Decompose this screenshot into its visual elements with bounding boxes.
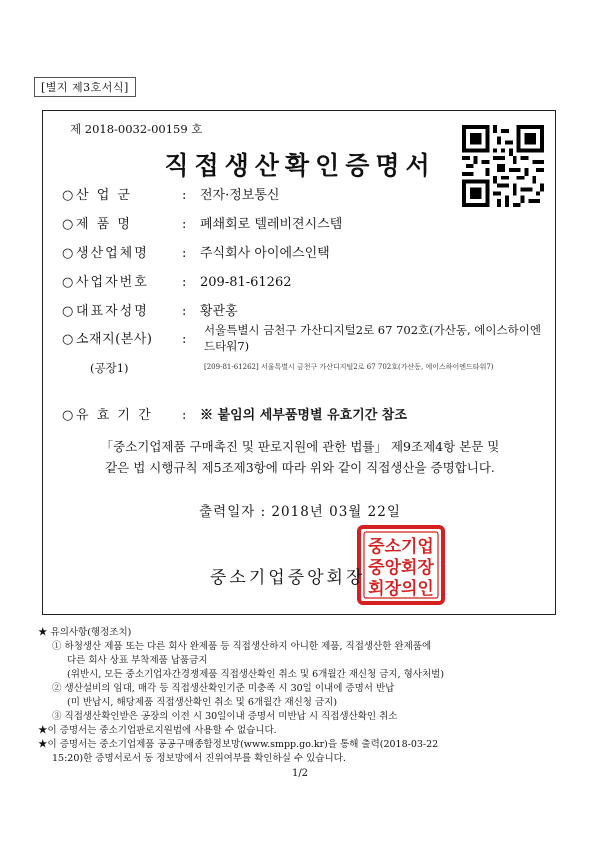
field-value: 209-81-61262 bbox=[200, 275, 292, 290]
bullet-mark: ○ bbox=[62, 188, 74, 203]
statement-line-1: 「중소기업제품 구매촉진 및 판로지원에 관한 법률」 제9조제4항 본문 및 bbox=[100, 439, 500, 454]
note-line: ① 하청생산 제품 또는 다른 회사 완제품 등 직접생산하지 아니한 제품, 직접생산한 완제품에 bbox=[52, 641, 432, 652]
note-usage: ★이 증명서는 중소기업판로지원법에 사용할 수 없습니다. bbox=[38, 725, 277, 736]
seal-text-3: 회장의인 bbox=[368, 579, 434, 599]
factory-label: (공장1) bbox=[90, 361, 129, 375]
issuer-name: 중소기업중앙회장 bbox=[210, 568, 366, 588]
notes-section bbox=[38, 626, 568, 766]
colon-mark: : bbox=[182, 217, 187, 232]
field-validity bbox=[62, 404, 407, 423]
note-line: (미 반납시, 해당제품 직접생산확인 취소 및 6개월간 재신청 금지) bbox=[67, 697, 338, 708]
form-number-tag: [별지 제3호서식] bbox=[34, 77, 136, 97]
field-value: 폐쇄회로 텔레비젼시스템 bbox=[200, 217, 343, 232]
note-line: (위반시, 모든 중소기업자간경쟁제품 직접생산확인 취소 및 6개월간 재신청 금지, 형사처벌) bbox=[67, 669, 445, 680]
bullet-mark: ○ bbox=[62, 408, 74, 423]
note-line: ★이 증명서는 중소기업제품 공공구매종합정보망(www.smpp.go.kr)을 통해 출력(2018-03-22 bbox=[38, 739, 439, 750]
bullet-mark: ○ bbox=[62, 275, 74, 290]
field-business-number bbox=[62, 271, 292, 290]
document-number: 제 2018-0032-00159 호 bbox=[70, 122, 203, 136]
field-head-office bbox=[62, 328, 200, 347]
statement-line-2: 같은 법 시행규칙 제5조제3항에 따라 위와 같이 직접생산을 증명합니다. bbox=[105, 460, 495, 475]
bullet-mark: ○ bbox=[62, 332, 74, 347]
field-company-name bbox=[62, 242, 330, 261]
field-representative bbox=[62, 300, 238, 319]
field-value: 전자·정보통신 bbox=[200, 188, 280, 203]
colon-mark: : bbox=[182, 246, 187, 261]
field-value: 주식회사 아이에스인택 bbox=[200, 246, 330, 261]
colon-mark: : bbox=[182, 304, 187, 319]
field-value: 황관홍 bbox=[200, 304, 238, 319]
seal-text-1: 중소기업 bbox=[368, 537, 434, 557]
factory-address: [209-81-61262] 서울특별시 금천구 가산디지털2로 67 702호(가산동, 에이스하이엔드타워7) bbox=[204, 363, 494, 371]
page-number: 1/2 bbox=[291, 768, 309, 779]
seal-text-2: 중앙회장 bbox=[368, 558, 434, 578]
bullet-mark: ○ bbox=[62, 304, 74, 319]
note-line: ③ 직접생산확인받은 공장의 이전 시 30일이내 증명서 미반납 시 직접생산확인 취소 bbox=[52, 711, 398, 722]
colon-mark: : bbox=[182, 332, 187, 347]
field-label: 제 품 명 bbox=[76, 217, 132, 232]
field-label: 대표자성명 bbox=[76, 304, 149, 319]
colon-mark: : bbox=[182, 408, 187, 423]
validity-note: ※ 붙임의 세부품명별 유효기간 참조 bbox=[200, 408, 407, 423]
issue-date: 출력일자 : 2018년 03월 22일 bbox=[199, 504, 401, 520]
note-line: ② 생산설비의 임대, 매각 등 직접생산확인기준 미충족 시 30일 이내에 증명서 반납 bbox=[52, 683, 395, 694]
bullet-mark: ○ bbox=[62, 246, 74, 261]
field-label: 유 효 기 간 bbox=[76, 408, 153, 423]
bullet-mark: ○ bbox=[62, 217, 74, 232]
field-label: 사업자번호 bbox=[76, 275, 149, 290]
colon-mark: : bbox=[182, 188, 187, 203]
official-seal bbox=[356, 524, 446, 606]
note-line: 다른 회사 상표 부착제품 납품금지 bbox=[67, 655, 208, 666]
field-industry bbox=[62, 184, 279, 203]
colon-mark: : bbox=[182, 275, 187, 290]
head-office-address: 서울특별시 금천구 가산디지털2로 67 702호(가산동, 에이스하이엔드타워7) bbox=[204, 323, 541, 353]
note-line: 15:20)한 증명서로서 동 정보망에서 진위여부를 확인하실 수 있습니다. bbox=[52, 753, 346, 764]
field-label: 생산업체명 bbox=[76, 246, 149, 261]
field-label: 소재지(본사) bbox=[76, 332, 153, 347]
certificate-title: 직접생산확인증명서 bbox=[164, 151, 436, 180]
field-product-name bbox=[62, 213, 342, 232]
notes-header: ★ 유의사항(행정조치) bbox=[38, 627, 132, 638]
field-label: 산 업 군 bbox=[76, 188, 132, 203]
